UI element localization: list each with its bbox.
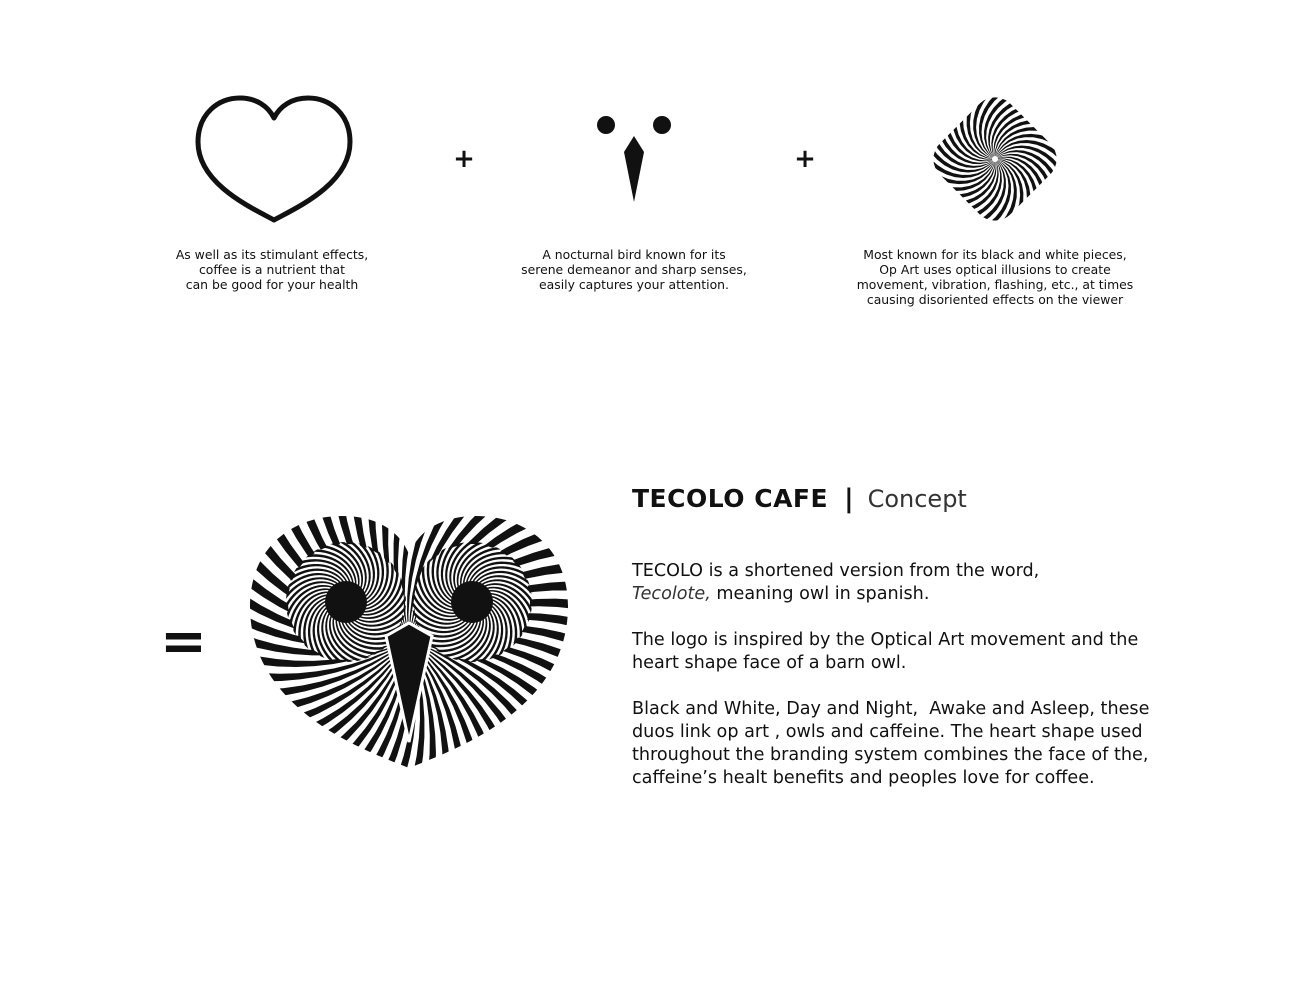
owl-op-art-logo — [244, 510, 574, 774]
text-line: heart shape face of a barn owl. — [632, 653, 907, 673]
coffee-caption — [122, 247, 422, 292]
concept-text — [632, 560, 1150, 790]
plus-sign: + — [794, 144, 816, 174]
caption-line: coffee is a nutrient that — [198, 262, 346, 277]
caption-line: can be good for your health — [185, 277, 359, 292]
caption-line: serene demeanor and sharp senses, — [521, 262, 747, 277]
op-art-swirl-icon — [924, 88, 1066, 230]
caption-line: A nocturnal bird known for its — [542, 247, 726, 262]
paragraph-3 — [632, 698, 1150, 790]
caption-line: Op Art uses optical illusions to create — [879, 262, 1111, 277]
italic-word: Tecolote, — [632, 584, 711, 604]
text-line: TECOLO is a shortened version from the word, — [632, 561, 1040, 581]
title-separator: | — [844, 484, 854, 514]
caption-line: easily captures your attention. — [539, 277, 729, 292]
caption-line: Most known for its black and white pieces, — [863, 247, 1127, 262]
op-art-caption — [845, 247, 1145, 307]
caption-line: causing disoriented effects on the viewer — [866, 292, 1124, 307]
page-title — [632, 484, 967, 514]
brand-name: TECOLO CAFE — [632, 484, 829, 513]
text-line: throughout the branding system combines the face of the, — [632, 745, 1149, 765]
caption-line: As well as its stimulant effects, — [175, 247, 369, 262]
text-line: caffeine’s healt benefits and peoples love for coffee. — [632, 768, 1095, 788]
paragraph-1 — [632, 560, 1122, 606]
text-line: duos link op art , owls and caffeine. The heart shape used — [632, 722, 1143, 742]
heart-outline-icon — [192, 92, 356, 226]
text-line: Black and White, Day and Night, Awake and Asleep, these — [632, 699, 1150, 719]
section-title: Concept — [867, 485, 967, 513]
text-line — [632, 583, 1122, 606]
owl-face-icon — [590, 112, 680, 206]
paragraph-2 — [632, 629, 1139, 675]
owl-caption — [484, 247, 784, 292]
caption-line: movement, vibration, flashing, etc., at times — [856, 277, 1134, 292]
text-line: The logo is inspired by the Optical Art movement and the — [632, 630, 1139, 650]
plus-sign: + — [453, 144, 475, 174]
equals-sign: = — [160, 609, 207, 674]
text-fragment: meaning owl in spanish. — [710, 584, 930, 604]
